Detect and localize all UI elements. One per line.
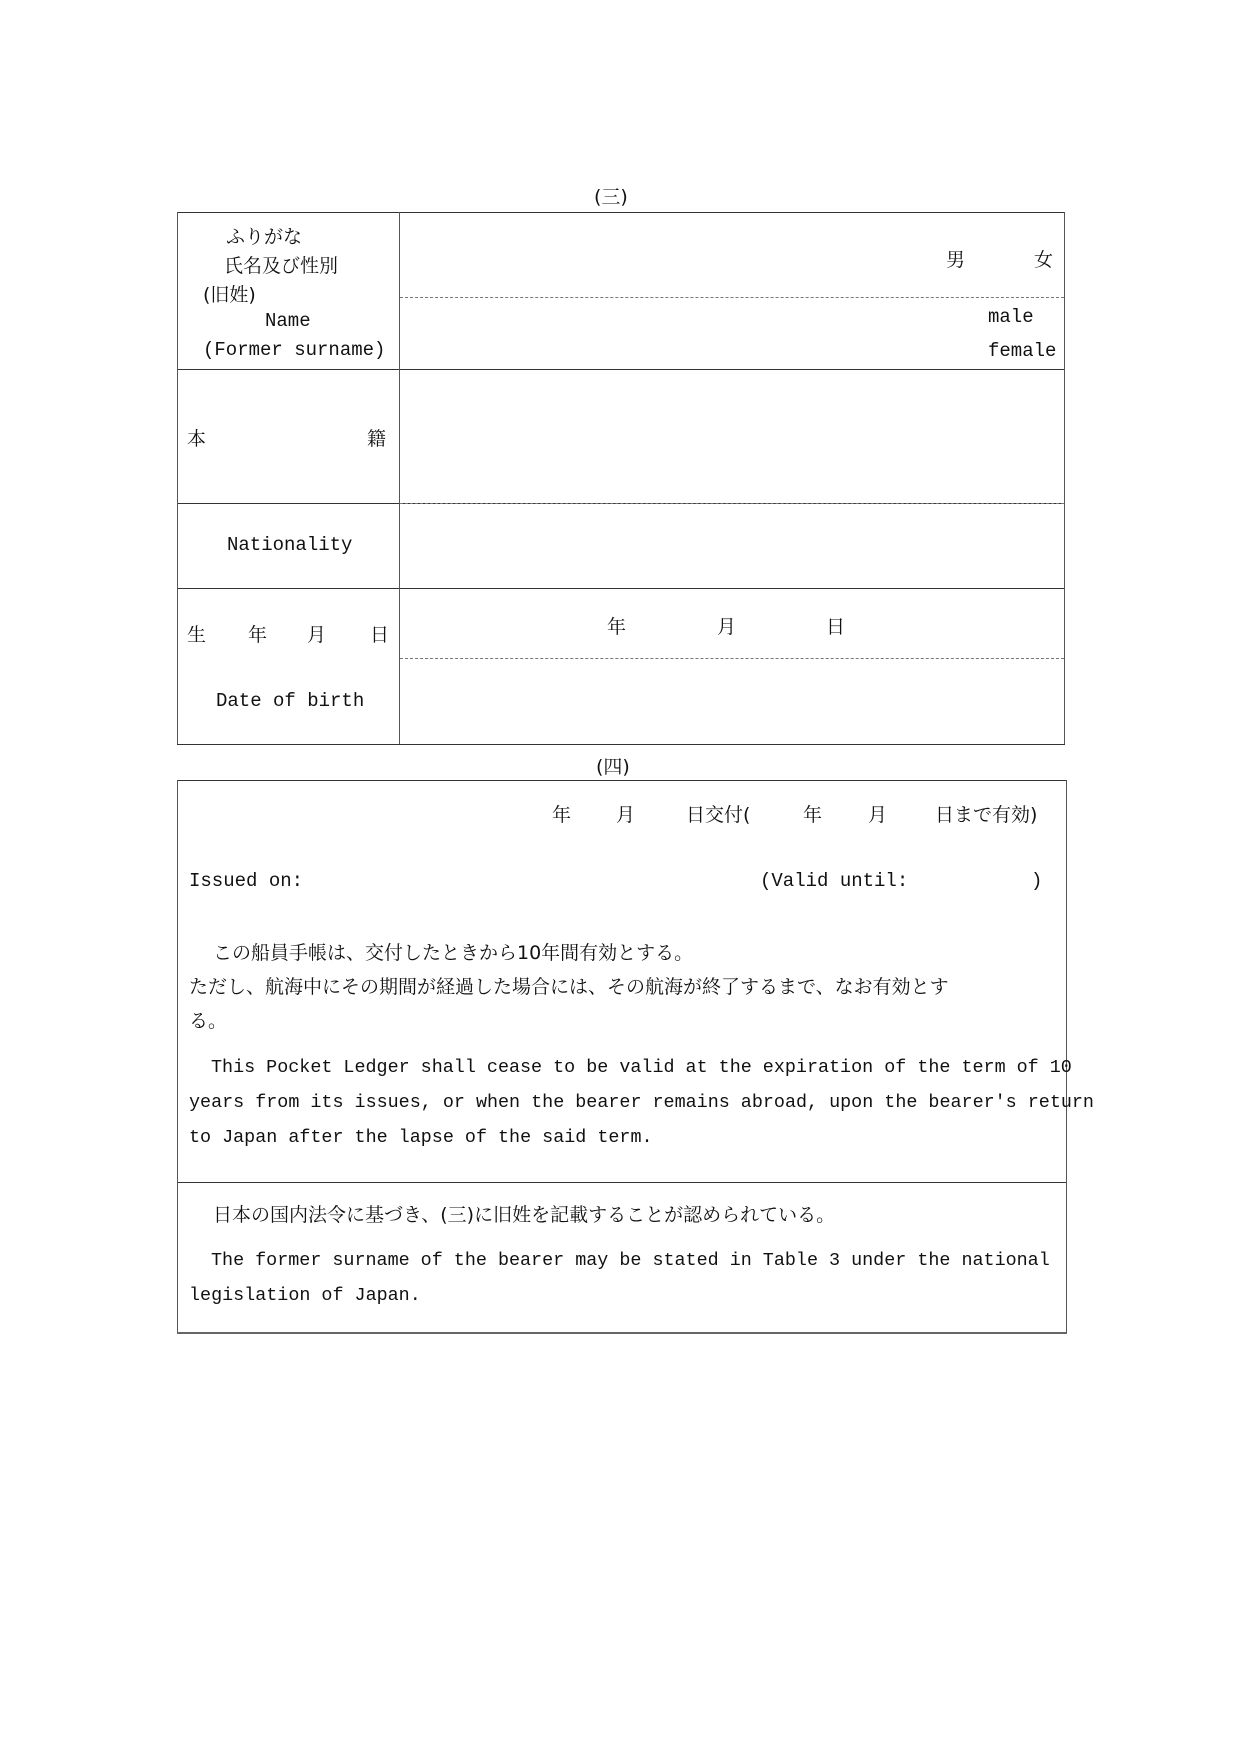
issue-day-issued: 日交付( bbox=[686, 804, 751, 826]
table-border-top bbox=[177, 212, 1065, 213]
sex-option-male-en[interactable]: male bbox=[988, 306, 1034, 328]
validity-text-en: years from its issues, or when the bearer remains abroad, upon the bearer's return bbox=[189, 1092, 1094, 1113]
row-divider bbox=[177, 1182, 1067, 1183]
validity-text-jp: この船員手帳は、交付したときから10年間有効とする。 bbox=[213, 942, 694, 964]
table-border-right bbox=[1064, 212, 1065, 744]
surname-note-en: legislation of Japan. bbox=[189, 1285, 421, 1306]
label-former-surname-jp: (旧姓) bbox=[203, 284, 256, 306]
label-dob-char-3: 月 bbox=[307, 624, 327, 646]
dashed-divider bbox=[400, 658, 1064, 659]
dashed-divider bbox=[400, 297, 1064, 298]
label-dob-char-1: 生 bbox=[187, 624, 207, 646]
dob-jp-field[interactable] bbox=[400, 590, 1064, 657]
row-divider bbox=[177, 369, 1065, 370]
section-3-heading: (三) bbox=[594, 186, 628, 208]
sex-option-female-en[interactable]: female bbox=[988, 340, 1057, 362]
domicile-field[interactable] bbox=[400, 371, 1064, 502]
name-field[interactable] bbox=[400, 299, 980, 367]
label-furigana: ふりがな bbox=[226, 226, 303, 248]
label-name-en: Name bbox=[265, 310, 311, 332]
validity-text-jp: ただし、航海中にその期間が経過した場合には、その航海が終了するまで、なお有効とす bbox=[189, 976, 949, 998]
label-date-of-birth-en: Date of birth bbox=[216, 690, 365, 712]
issue-month-unit: 月 bbox=[616, 804, 636, 826]
valid-day-suffix: 日まで有効) bbox=[935, 804, 1038, 826]
issued-on-field[interactable] bbox=[300, 862, 740, 896]
name-furigana-field[interactable] bbox=[400, 214, 1040, 296]
issued-on-label: Issued on: bbox=[189, 870, 304, 892]
surname-note-en: The former surname of the bearer may be stated in Table 3 under the national bbox=[211, 1250, 1050, 1271]
table-border-right bbox=[1066, 780, 1067, 1332]
table-border-top bbox=[177, 780, 1067, 781]
row-divider bbox=[177, 588, 1065, 589]
validity-text-jp: る。 bbox=[189, 1010, 228, 1032]
sex-option-male-jp[interactable]: 男 bbox=[946, 249, 966, 271]
nationality-field[interactable] bbox=[400, 505, 1064, 587]
label-nationality: Nationality bbox=[227, 534, 353, 556]
table-border-left bbox=[177, 780, 178, 1332]
valid-year-unit: 年 bbox=[803, 804, 823, 826]
validity-text-en: to Japan after the lapse of the said term. bbox=[189, 1127, 653, 1148]
validity-text-en: This Pocket Ledger shall cease to be valid at the expiration of the term of 10 bbox=[211, 1057, 1072, 1078]
label-domicile-part2: 籍 bbox=[367, 428, 387, 450]
valid-until-field[interactable] bbox=[905, 862, 1030, 896]
issue-year-unit: 年 bbox=[552, 804, 572, 826]
label-dob-char-4: 日 bbox=[370, 624, 390, 646]
label-domicile-part1: 本 bbox=[187, 428, 207, 450]
dob-month-unit: 月 bbox=[717, 616, 737, 638]
dashed-divider bbox=[400, 503, 1064, 504]
dob-year-unit: 年 bbox=[607, 616, 627, 638]
valid-until-label: (Valid until: bbox=[760, 870, 909, 892]
valid-month-unit: 月 bbox=[868, 804, 888, 826]
valid-until-close: ) bbox=[1031, 870, 1043, 892]
label-former-surname-en: (Former surname) bbox=[203, 339, 386, 361]
table-border-bottom bbox=[177, 744, 1065, 745]
section-4-heading: (四) bbox=[596, 756, 630, 778]
table-border-bottom bbox=[177, 1332, 1067, 1334]
surname-note-jp: 日本の国内法令に基づき、(三)に旧姓を記載することが認められている。 bbox=[213, 1204, 836, 1226]
label-dob-char-2: 年 bbox=[248, 624, 268, 646]
dob-day-unit: 日 bbox=[826, 616, 846, 638]
sex-option-female-jp[interactable]: 女 bbox=[1034, 249, 1054, 271]
dob-en-field[interactable] bbox=[400, 660, 1064, 743]
label-name-and-sex: 氏名及び性別 bbox=[224, 255, 339, 277]
table-border-left bbox=[177, 212, 178, 744]
